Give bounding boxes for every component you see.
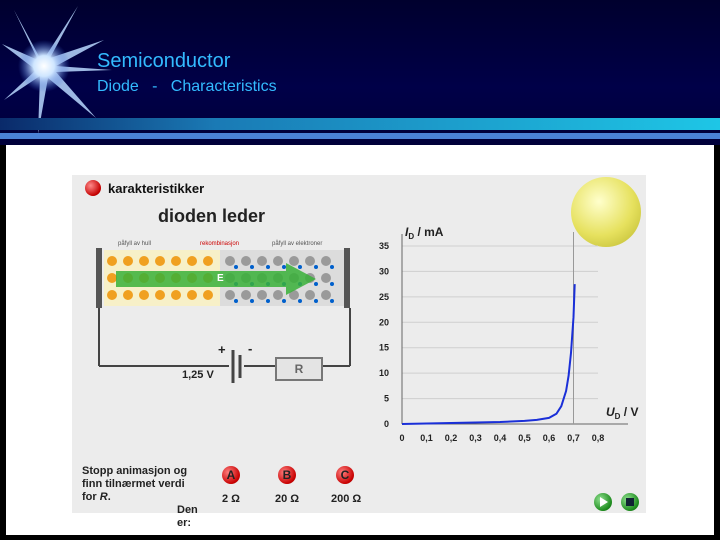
y-tick-label: 20 (378, 317, 389, 328)
battery-minus: - (248, 341, 253, 356)
option-b-button[interactable]: B (278, 466, 296, 484)
resistor: R (275, 357, 323, 381)
y-tick-label: 0 (383, 419, 389, 429)
battery-plus: + (218, 342, 226, 357)
y-tick-label: 25 (378, 291, 389, 302)
option-b-value: 20 Ω (275, 493, 300, 505)
option-c-button[interactable]: C (336, 466, 354, 484)
x-tick-label: 0,7 (567, 433, 580, 443)
field-label: E (217, 273, 224, 284)
x-tick-label: 0 (399, 433, 405, 443)
stop-button[interactable] (621, 493, 639, 511)
header-bar (0, 118, 720, 130)
x-tick-label: 0,1 (420, 433, 433, 443)
x-axis-label: $U_D$ / V (606, 405, 639, 421)
y-tick-label: 35 (378, 241, 389, 251)
instruction-line-3: for R. (82, 491, 111, 503)
stop-icon (621, 493, 639, 511)
x-tick-label: 0,8 (591, 433, 605, 443)
instruction-text (82, 465, 198, 529)
x-tick-label: 0,2 (444, 433, 458, 443)
x-tick-label: 0,4 (493, 433, 507, 443)
slide-subtitle: Diode - Characteristics (97, 78, 277, 95)
y-tick-label: 15 (378, 342, 389, 353)
panel-header-label: karakteristikker (108, 181, 205, 196)
x-tick-label: 0,3 (469, 433, 482, 443)
slide-title: Semiconductor (97, 50, 231, 72)
region-label-electrons: påfyll av elektroner (272, 241, 323, 247)
simulation-panel (72, 175, 646, 529)
play-icon (594, 493, 612, 511)
x-tick-label: 0,6 (542, 433, 556, 443)
y-axis-label: $I_D$ / mA (405, 225, 444, 241)
header-underline (0, 133, 720, 139)
y-tick-label: 30 (378, 266, 389, 277)
panel-subtitle: dioden leder (158, 206, 266, 226)
instruction-line-2: finn tilnærmet verdi (82, 478, 185, 490)
region-label-recombination: rekombinasjon (200, 241, 240, 247)
y-tick-label: 5 (383, 393, 389, 404)
iv-chart (72, 175, 646, 513)
y-tick-label: 10 (378, 368, 389, 379)
x-tick-label: 0,5 (518, 433, 531, 443)
instruction-line-1: Stopp animasjon og (82, 465, 188, 477)
voltage-label: 1,25 V (182, 369, 214, 381)
play-button[interactable] (594, 493, 612, 511)
slide-header (0, 0, 720, 145)
region-label-holes: påfyll av hull (118, 241, 152, 247)
option-c-value: 200 Ω (331, 493, 362, 505)
option-a-button[interactable]: A (222, 466, 240, 484)
instruction-line-4: Den er: (177, 504, 198, 529)
iv-curve (402, 284, 575, 424)
option-a-value: 2 Ω (222, 493, 240, 505)
